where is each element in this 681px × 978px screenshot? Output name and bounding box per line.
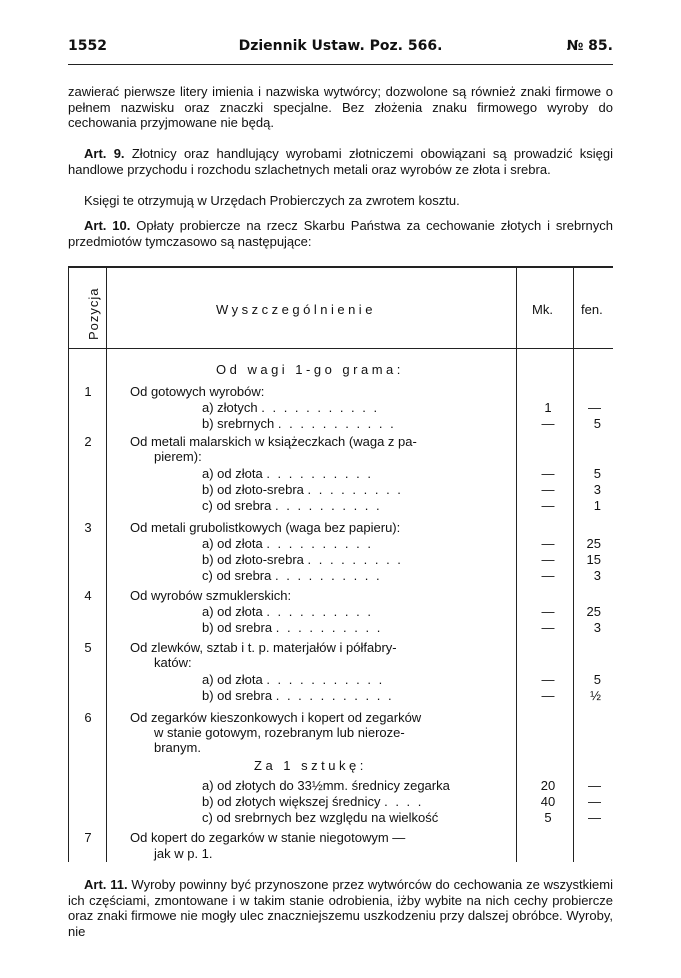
col-header-pozycja: Pozycja xyxy=(86,287,101,340)
header-rule xyxy=(68,64,613,65)
row-mk: 5 xyxy=(544,810,552,825)
row-mk: — xyxy=(541,568,555,583)
row-title-cont: pierem): xyxy=(154,449,202,464)
article-11-text: Wyroby powinny być przynoszone przez wytwórców do cechowania ze wszystkiemi ich częściami, zmontowane i w takim stanie odrobienia, iżby wybite na nich cechy probiercze oraz znaki firmowe nie mogły ulec znaczniejszemu uszkodzeniu przy dalszej obróbce. Wyroby, nie xyxy=(68,877,614,939)
section-piece: Za 1 sztukę: xyxy=(254,758,367,773)
issue-number: № 85. xyxy=(566,38,613,54)
row-sub: b) od złoto-srebra . . . . . . . . . xyxy=(202,482,403,497)
col-divider-2 xyxy=(516,268,517,862)
row-fen: — xyxy=(588,400,601,415)
article-11-label: Art. 11. xyxy=(84,877,128,892)
row-title: Od metali malarskich w książeczkach (waga z pa- xyxy=(130,434,417,449)
row-fen: 3 xyxy=(593,620,601,635)
row-sub: b) od złotych większej średnicy . . . . xyxy=(202,794,424,809)
row-mk: 1 xyxy=(544,400,552,415)
col-header-mk: Mk. xyxy=(532,302,553,317)
row-number: 3 xyxy=(84,520,92,535)
row-fen: 5 xyxy=(593,466,601,481)
article-10 xyxy=(68,218,613,249)
row-sub: b) od srebra . . . . . . . . . . . xyxy=(202,688,394,703)
col-header-desc: Wyszczególnienie xyxy=(216,302,376,317)
article-11 xyxy=(68,877,613,939)
row-title-cont: w stanie gotowym, rozebranym lub nieroze- xyxy=(154,725,405,740)
row-mk: — xyxy=(541,416,555,431)
row-sub: a) złotych . . . . . . . . . . . xyxy=(202,400,380,415)
row-mk: — xyxy=(541,688,555,703)
row-mk: 20 xyxy=(540,778,556,793)
article-10-label: Art. 10. xyxy=(84,218,131,233)
article-9-text: Złotnicy oraz handlujący wyrobami złotniczemi obowiązani są prowadzić księgi handlowe przychodu i rozchodu szlachetnych metali oraz wyrobów ze złota i srebra. xyxy=(68,146,613,177)
journal-title: Dziennik Ustaw. Poz. 566. xyxy=(238,38,443,54)
row-mk: — xyxy=(541,498,555,513)
row-fen: 15 xyxy=(586,552,601,567)
row-title-cont: branym. xyxy=(154,740,201,755)
article-9-text-2: Księgi te otrzymują w Urzędach Probierczych za zwrotem kosztu. xyxy=(84,193,460,208)
row-mk: — xyxy=(541,466,555,481)
row-mk: — xyxy=(541,620,555,635)
article-10-text: Opłaty probiercze na rzecz Skarbu Państwa za cechowanie złotych i srebrnych przedmiotów tymczasowo są następujące: xyxy=(68,218,613,249)
row-title-cont: jak w p. 1. xyxy=(154,846,213,861)
paragraph-intro: zawierać pierwsze litery imienia i nazwiska wytwórcy; dozwolone są również znaki firmowe o pełnem nazwisku oraz znaczki specjalne. Bez złożenia znaku firmowego wyroby do cechowania przyjmowane nie będą. xyxy=(68,84,613,130)
page-header xyxy=(68,38,613,60)
row-title: Od kopert do zegarków w stanie niegotowym — xyxy=(130,830,406,845)
fees-table xyxy=(68,266,613,862)
row-sub: c) od srebra . . . . . . . . . . xyxy=(202,568,382,583)
row-fen: 1 xyxy=(593,498,601,513)
row-fen: — xyxy=(588,778,601,793)
row-fen: ½ xyxy=(590,688,601,703)
row-mk: — xyxy=(541,482,555,497)
row-sub: a) od złota . . . . . . . . . . xyxy=(202,466,373,481)
row-fen: 3 xyxy=(593,482,601,497)
row-mk: 40 xyxy=(540,794,556,809)
table-border-left xyxy=(68,268,69,862)
row-number: 2 xyxy=(84,434,92,449)
article-9 xyxy=(68,146,613,177)
row-mk: — xyxy=(541,536,555,551)
row-fen: — xyxy=(588,810,601,825)
section-weight: Od wagi 1-go grama: xyxy=(216,362,404,377)
row-sub: b) od złoto-srebra . . . . . . . . . xyxy=(202,552,403,567)
row-sub: c) od srebra . . . . . . . . . . xyxy=(202,498,382,513)
row-fen: 25 xyxy=(586,604,601,619)
row-fen: 25 xyxy=(586,536,601,551)
row-number: 6 xyxy=(84,710,92,725)
row-fen: 5 xyxy=(593,672,601,687)
row-number: 5 xyxy=(84,640,92,655)
row-mk: — xyxy=(541,604,555,619)
row-sub: a) od złota . . . . . . . . . . xyxy=(202,536,373,551)
row-fen: 5 xyxy=(593,416,601,431)
header-row-rule xyxy=(68,348,613,349)
row-number: 4 xyxy=(84,588,92,603)
row-sub: a) od złotych do 33½mm. średnicy zegarka xyxy=(202,778,450,793)
row-mk: — xyxy=(541,672,555,687)
row-number: 1 xyxy=(84,384,92,399)
row-mk: — xyxy=(541,552,555,567)
page-number: 1552 xyxy=(68,38,107,54)
row-title: Od metali grubolistkowych (waga bez papieru): xyxy=(130,520,401,535)
row-sub: b) srebrnych . . . . . . . . . . . xyxy=(202,416,396,431)
row-number: 7 xyxy=(84,830,92,845)
row-title-cont: katów: xyxy=(154,655,192,670)
row-title: Od zegarków kieszonkowych i kopert od zegarków xyxy=(130,710,422,725)
row-sub: c) od srebrnych bez względu na wielkość xyxy=(202,810,439,825)
row-sub: a) od złota . . . . . . . . . . . xyxy=(202,672,385,687)
row-title: Od gotowych wyrobów: xyxy=(130,384,265,399)
row-fen: 3 xyxy=(593,568,601,583)
article-9-label: Art. 9. xyxy=(84,146,125,161)
row-title: Od wyrobów szmuklerskich: xyxy=(130,588,292,603)
row-sub: b) od srebra . . . . . . . . . . xyxy=(202,620,383,635)
row-title: Od zlewków, sztab i t. p. materjałów i półfabry- xyxy=(130,640,397,655)
row-fen: — xyxy=(588,794,601,809)
row-sub: a) od złota . . . . . . . . . . xyxy=(202,604,373,619)
col-header-fen: fen. xyxy=(581,302,603,317)
col-divider-1 xyxy=(106,268,107,862)
